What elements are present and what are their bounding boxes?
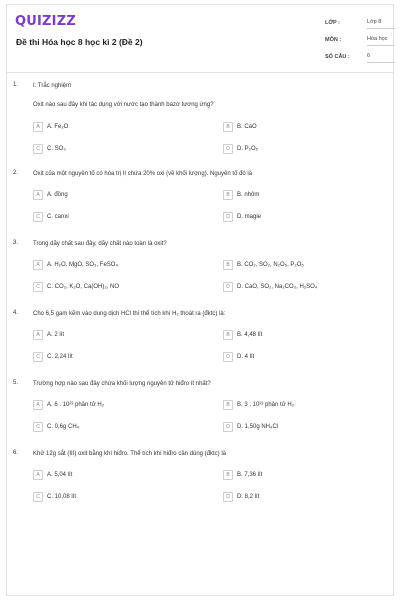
option-text: B. CaO xyxy=(237,124,257,130)
option-letter-box: D xyxy=(223,352,233,362)
option-text: B. 3 . 10²³ phân tử H₂ xyxy=(237,402,295,408)
question-text: Khử 12g sắt (III) oxit bằng khí hiđro. Thể tích khí hiđro cần dùng (đktc) là xyxy=(33,451,227,457)
question-number: 6. xyxy=(13,450,19,456)
option-text: A. 6 . 10²³ phân tử H₂ xyxy=(47,402,105,408)
meta-label-count: SỐ CÂU : xyxy=(325,54,350,60)
option-letter-box: B xyxy=(223,330,233,340)
option-letter-box: A xyxy=(33,400,43,410)
meta-value-subject: Hóa học xyxy=(367,34,395,46)
worksheet-page xyxy=(6,4,394,596)
option-letter-box: C xyxy=(33,282,43,292)
question-number: 5. xyxy=(13,380,19,386)
option-letter-box: B xyxy=(223,400,233,410)
option-letter-box: C xyxy=(33,492,43,502)
option-letter-box: B xyxy=(223,470,233,480)
option-text: B. CO₂, SO₂, N₂O₅, P₂O₅ xyxy=(237,262,304,268)
option-text: D. 8,2 lít xyxy=(237,494,260,500)
section-heading: I. Trắc nghiệm xyxy=(33,83,72,89)
meta-row-grade xyxy=(325,17,389,34)
meta-value-grade: Lớp 8 xyxy=(367,17,395,29)
option-letter-box: C xyxy=(33,212,43,222)
question-number: 2. xyxy=(13,170,19,176)
worksheet-meta xyxy=(325,17,389,68)
meta-row-count xyxy=(325,51,389,68)
option-text: D. magie xyxy=(237,214,262,220)
option-letter-box: A xyxy=(33,330,43,340)
meta-value-count: 6 xyxy=(367,51,395,63)
option-text: B. nhôm xyxy=(237,192,260,198)
option-text: D. 1,50g NH₄Cl xyxy=(237,424,279,430)
option-letter-box: B xyxy=(223,190,233,200)
option-text: A. H₂O, MgO, SO₃, FeSO₄ xyxy=(47,262,118,268)
option-text: C. canxi xyxy=(47,214,69,220)
option-letter-box: D xyxy=(223,282,233,292)
option-text: B. 7,36 lít xyxy=(237,472,263,478)
question-number: 1. xyxy=(13,82,19,88)
meta-label-grade: LỚP : xyxy=(325,20,340,26)
option-letter-box: A xyxy=(33,122,43,132)
option-letter-box: C xyxy=(33,352,43,362)
option-letter-box: B xyxy=(223,122,233,132)
question-text: Oxit nào sau đây khi tác dụng với nước tạo thành bazơ tương ứng? xyxy=(33,102,214,108)
option-letter-box: D xyxy=(223,422,233,432)
question-text: Trong dãy chất sau đây, dãy chất nào toàn là oxit? xyxy=(33,241,167,247)
option-text: C. SO₃ xyxy=(47,146,66,152)
question-text: Oxit của một nguyên tố có hóa trị II chứa 20% oxi (về khối lượng). Nguyên tố đó là xyxy=(33,171,253,177)
option-text: C. 2,24 lít xyxy=(47,354,73,360)
question-number: 3. xyxy=(13,240,19,246)
option-letter-box: A xyxy=(33,470,43,480)
option-letter-box: D xyxy=(223,212,233,222)
question-text: Cho 6,5 gam kẽm vào dung dịch HCl thì thể tích khí H₂ thoát ra (đktc) là: xyxy=(33,311,226,317)
question-number: 4. xyxy=(13,310,19,316)
option-text: C. 10,08 lít xyxy=(47,494,77,500)
option-text: C. CO₂, K₂O, Ca(OH)₂, NO xyxy=(47,284,119,290)
option-text: B. 4,48 lít xyxy=(237,332,263,338)
worksheet-header xyxy=(7,5,393,73)
option-text: A. đồng xyxy=(47,192,68,198)
meta-row-subject xyxy=(325,34,389,51)
option-letter-box: D xyxy=(223,144,233,154)
option-text: D. P₂O₅ xyxy=(237,146,259,152)
option-text: A. Fe₂O xyxy=(47,124,69,130)
worksheet-title: Đề thi Hóa học 8 học kì 2 (Đề 2) xyxy=(16,37,143,47)
option-text: A. 2 lít xyxy=(47,332,65,338)
option-text: A. 5,04 lít xyxy=(47,472,73,478)
option-text: C. 0,6g CH₄ xyxy=(47,424,80,430)
meta-label-subject: MÔN : xyxy=(325,37,342,43)
option-letter-box: D xyxy=(223,492,233,502)
option-letter-box: B xyxy=(223,260,233,270)
question-text: Trường hợp nào sau đây chứa khối lượng nguyên tử hiđro ít nhất? xyxy=(33,381,211,387)
quizizz-logo: QUIZIZZ xyxy=(15,14,76,29)
option-text: D. CaO, SO₂, Na₂CO₃, H₂SO₄ xyxy=(237,284,318,290)
option-text: D. 4 lít xyxy=(237,354,255,360)
option-letter-box: C xyxy=(33,144,43,154)
option-letter-box: A xyxy=(33,190,43,200)
option-letter-box: C xyxy=(33,422,43,432)
option-letter-box: A xyxy=(33,260,43,270)
